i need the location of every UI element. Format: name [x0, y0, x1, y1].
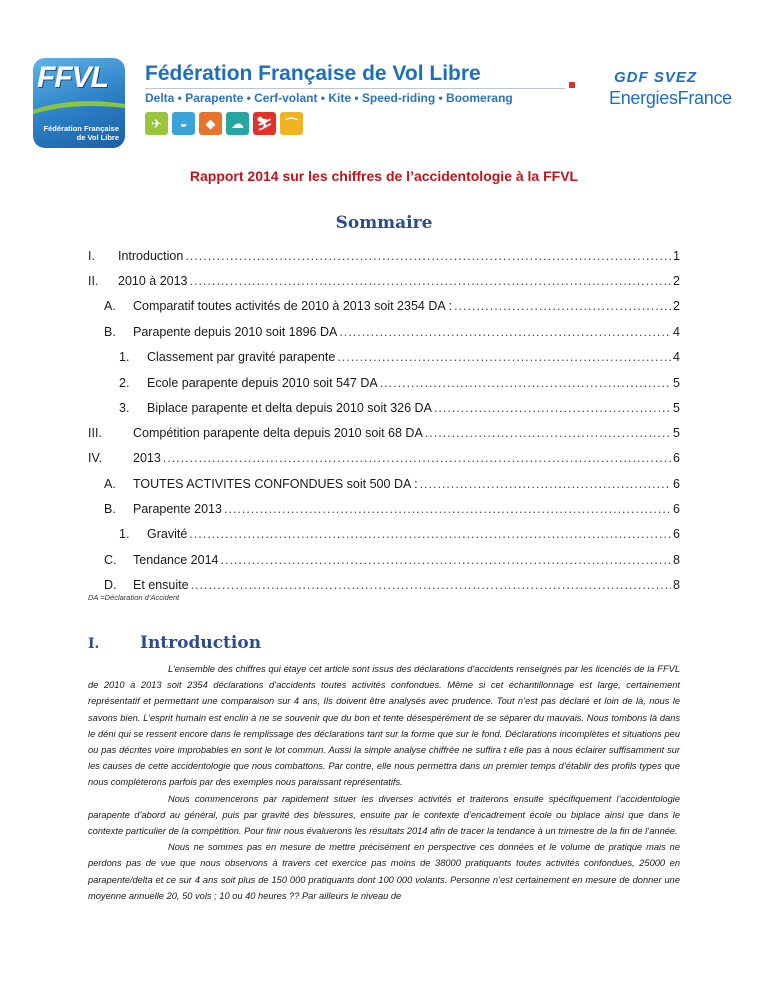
toc-dot-leader: [224, 502, 671, 516]
toc-title: Sommaire: [335, 213, 433, 233]
toc-entry-page: 2: [673, 274, 680, 288]
toc-entry[interactable]: [104, 299, 680, 313]
toc-entry-label: Parapente depuis 2010 soit 1896 DA: [133, 325, 338, 339]
toc-entry[interactable]: [119, 376, 680, 390]
toc-entry-label: Gravité: [147, 527, 188, 541]
toc-entry[interactable]: [104, 578, 680, 592]
toc-dot-leader: [434, 401, 671, 415]
toc-entry-number: C.: [104, 553, 117, 567]
toc-entry-page: 4: [673, 350, 680, 364]
toc-entry[interactable]: [119, 401, 680, 415]
federation-subtitle: Delta • Parapente • Cerf-volant • Kite • Speed-riding • Boomerang: [145, 91, 513, 105]
toc-dot-leader: [339, 325, 671, 339]
toc-dot-leader: [420, 477, 671, 491]
toc-entry-page: 6: [673, 477, 680, 491]
toc-entry-page: 6: [673, 451, 680, 465]
sponsor-gdf-suez-logo: GDF SVEZ: [614, 69, 698, 86]
toc-entry[interactable]: [104, 325, 680, 339]
toc-entry-page: 8: [673, 578, 680, 592]
toc-entry-page: 6: [673, 502, 680, 516]
toc-entry-page: 5: [673, 401, 680, 415]
toc-entry-label: Parapente 2013: [133, 502, 222, 516]
paragraph: L’ensemble des chiffres qui étaye cet article sont issus des déclarations d’accidents renseignés par les licenciés de la FFVL de 2010 à 2013 soit 2354 déclarations d’accidents toutes activités confondues. Même si cet échantillonnage est large, certainement représentatif et permettant une comparaison sur 4 ans, Ils doivent être analysés avec prudence. Tout n’est pas déclaré et loin de là, nous le savons bien. L’esprit humain est enclin à ne se souvenir que du bon et tente désespérément de se séparer du mauvais. Nous tombons là dans le déni qui se ressent encore dans le remplissage des déclarations tant sur la forme que sur le fond. Déclarations incomplètes et situations peu ou pas décrites voire improbables en sont le lot commun. Aussi la simple analyse chiffrée ne suffira t elle pas à nous éclairer suffisamment sur les causes de cette accidentologie que nous combattons. Par contre, elle nous permettra dans un premier temps d’établir des profils types que nous compléterons parfois par des exemples nous paraissant représentatifs.: [88, 664, 680, 788]
toc-entry-number: III.: [88, 426, 102, 440]
toc-entry[interactable]: [119, 350, 680, 364]
toc-dot-leader: [185, 249, 671, 263]
toc-entry-label: Ecole parapente depuis 2010 soit 547 DA: [147, 376, 378, 390]
toc-entry-number: 1.: [119, 527, 130, 541]
toc-entry[interactable]: [104, 477, 680, 491]
toc-entry-number: A.: [104, 299, 116, 313]
toc-dot-leader: [425, 426, 671, 440]
page-header: [0, 0, 768, 150]
toc-dot-leader: [190, 274, 672, 288]
toc-entry-number: IV.: [88, 451, 103, 465]
toc-entry-page: 2: [673, 299, 680, 313]
toc-entry-page: 4: [673, 325, 680, 339]
parapente-icon: ◒: [172, 112, 195, 135]
toc-entry-number: D.: [104, 578, 117, 592]
toc-dot-leader: [163, 451, 671, 465]
header-red-square-icon: [569, 82, 575, 88]
toc-entry-label: 2010 à 2013: [118, 274, 188, 288]
toc-entry-number: II.: [88, 274, 99, 288]
toc-dot-leader: [189, 527, 671, 541]
toc-entry-number: B.: [104, 502, 116, 516]
paragraph: Nous ne sommes pas en mesure de mettre précisément en perspective ces données et le volume de pratique mais ne perdons pas de vue que nous observons à travers cet exercice pas moins de 38000 pratiquants toutes activités confondues, 25000 en parapente/delta et ce sur 4 ans soit plus de 150 000 pratiquants dont 100 000 volants. Personne n’est certainement en mesure de donner une moyenne annuelle 20, 50 vols ; 10 ou 40 heures ?? Par ailleurs le niveau de: [88, 842, 680, 901]
footnote: DA =Déclaration d’Accident: [88, 593, 180, 602]
toc-entry-label: Biplace parapente et delta depuis 2010 soit 326 DA: [147, 401, 432, 415]
toc-entry-number: B.: [104, 325, 116, 339]
toc-entry-label: TOUTES ACTIVITES CONFONDUES soit 500 DA :: [133, 477, 418, 491]
toc-entry-number: I.: [88, 249, 95, 263]
paragraph: Nous commencerons par rapidement situer les diverses activités et traiterons ensuite spécifiquement l’accidentologie parapente d’abord au général, puis par gravité des blessures, ensuite par le contexte d’encadrement école ou biplace ainsi que dans le contexte particulier de la compétition. Pour finir nous évaluerons les résultats 2014 afin de tracer la tendance à un trimestre de la fin de l’année.: [88, 793, 680, 837]
toc-entry-page: 6: [673, 527, 680, 541]
section-number: I.: [88, 636, 100, 652]
toc-entry-label: Et ensuite: [133, 578, 189, 592]
toc-entry[interactable]: [88, 249, 680, 263]
toc-entry[interactable]: [104, 553, 680, 567]
kite-icon: ☁: [226, 112, 249, 135]
ffvl-logo-subtitle: Fédération Française de Vol Libre: [43, 124, 119, 142]
toc-entry-number: 2.: [119, 376, 130, 390]
delta-icon: ✈: [145, 112, 168, 135]
ffvl-logo: [33, 58, 125, 148]
toc-entry-page: 8: [673, 553, 680, 567]
toc-entry-number: A.: [104, 477, 116, 491]
logo-swoosh-icon: [33, 98, 125, 114]
toc-entry-number: 1.: [119, 350, 130, 364]
toc-entry[interactable]: [104, 502, 680, 516]
toc-entry-label: Introduction: [118, 249, 184, 263]
toc-entry-label: Compétition parapente delta depuis 2010 soit 68 DA: [133, 426, 423, 440]
federation-title: Fédération Française de Vol Libre: [145, 62, 481, 85]
introduction-body: [88, 661, 680, 904]
toc-dot-leader: [380, 376, 671, 390]
toc-entry[interactable]: [88, 426, 680, 440]
speed-riding-icon: ⛷: [253, 112, 276, 135]
toc-entry-page: 1: [673, 249, 680, 263]
boomerang-icon: ⌒: [280, 112, 303, 135]
sport-icons-row: [145, 112, 303, 135]
cerf-volant-icon: ◆: [199, 112, 222, 135]
toc-entry-page: 5: [673, 426, 680, 440]
sponsor-energies-france-logo: EnergiesFrance: [609, 88, 732, 108]
toc-entry-label: Classement par gravité parapente: [147, 350, 336, 364]
toc-entry-page: 5: [673, 376, 680, 390]
toc-entry-label: Tendance 2014: [133, 553, 219, 567]
report-title: Rapport 2014 sur les chiffres de l’accidentologie à la FFVL: [189, 168, 579, 184]
toc-entry-number: 3.: [119, 401, 130, 415]
section-title: Introduction: [140, 633, 262, 653]
toc-dot-leader: [191, 578, 671, 592]
toc-entry[interactable]: [119, 527, 680, 541]
toc-entry[interactable]: [88, 274, 680, 288]
ffvl-logo-text: FFVL: [37, 61, 108, 94]
header-divider: [145, 88, 565, 89]
toc-entry-label: Comparatif toutes activités de 2010 à 2013 soit 2354 DA :: [133, 299, 452, 313]
toc-dot-leader: [337, 350, 671, 364]
toc-entry-label: 2013: [133, 451, 161, 465]
toc-dot-leader: [221, 553, 672, 567]
toc-dot-leader: [454, 299, 671, 313]
toc-entry[interactable]: [88, 451, 680, 465]
